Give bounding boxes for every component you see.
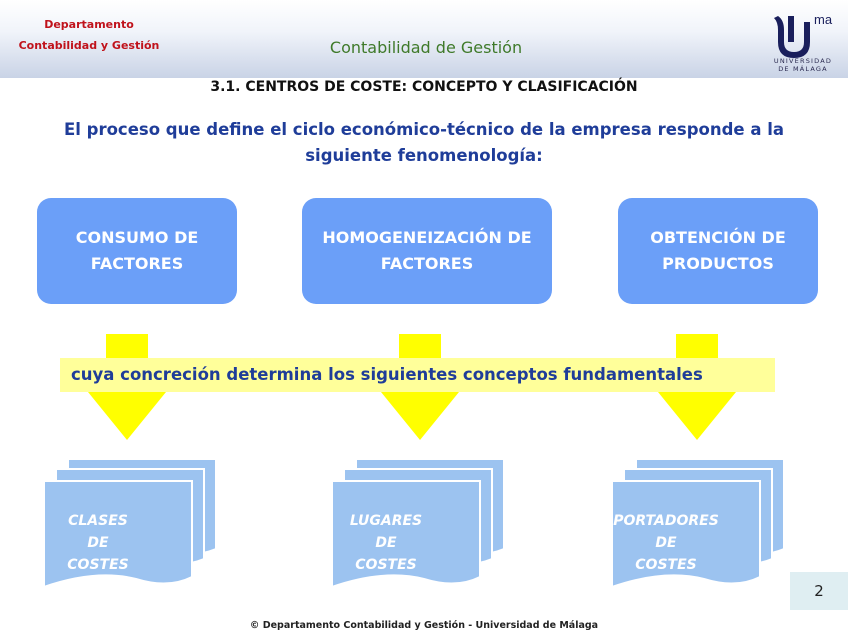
concept-label-clases: CLASES DE COSTES: [67, 513, 129, 573]
university-name-line-2: DE MÁLAGA: [778, 65, 828, 73]
logo-mark: ma: [814, 12, 833, 27]
concept-label-portadores: PORTADORES DE COSTES: [613, 513, 719, 573]
intro-text: El proceso que define el ciclo económico-técnico de la empresa responde a la siguiente fenomenología:: [63, 120, 785, 165]
department-line-1: Departamento: [44, 18, 134, 31]
course-title: Contabilidad de Gestión: [329, 38, 523, 57]
university-name-line-1: UNIVERSIDAD: [773, 57, 833, 65]
phase-label: HOMOGENEIZACIÓN DE FACTORES: [322, 228, 532, 273]
section-title: 3.1. CENTROS DE COSTE: CONCEPTO Y CLASIFICACIÓN: [210, 79, 638, 95]
phase-label: CONSUMO DE FACTORES: [75, 228, 199, 273]
phase-label: OBTENCIÓN DE PRODUCTOS: [650, 228, 786, 273]
footer-copyright: © Departamento Contabilidad y Gestión - Universidad de Málaga: [249, 620, 599, 631]
concept-label-lugares: LUGARES DE COSTES: [349, 513, 423, 573]
department-line-2: Contabilidad y Gestión: [18, 39, 160, 52]
page-number: 2: [790, 572, 848, 610]
concepts-band: cuya concreción determina los siguientes conceptos fundamentales: [60, 358, 775, 392]
